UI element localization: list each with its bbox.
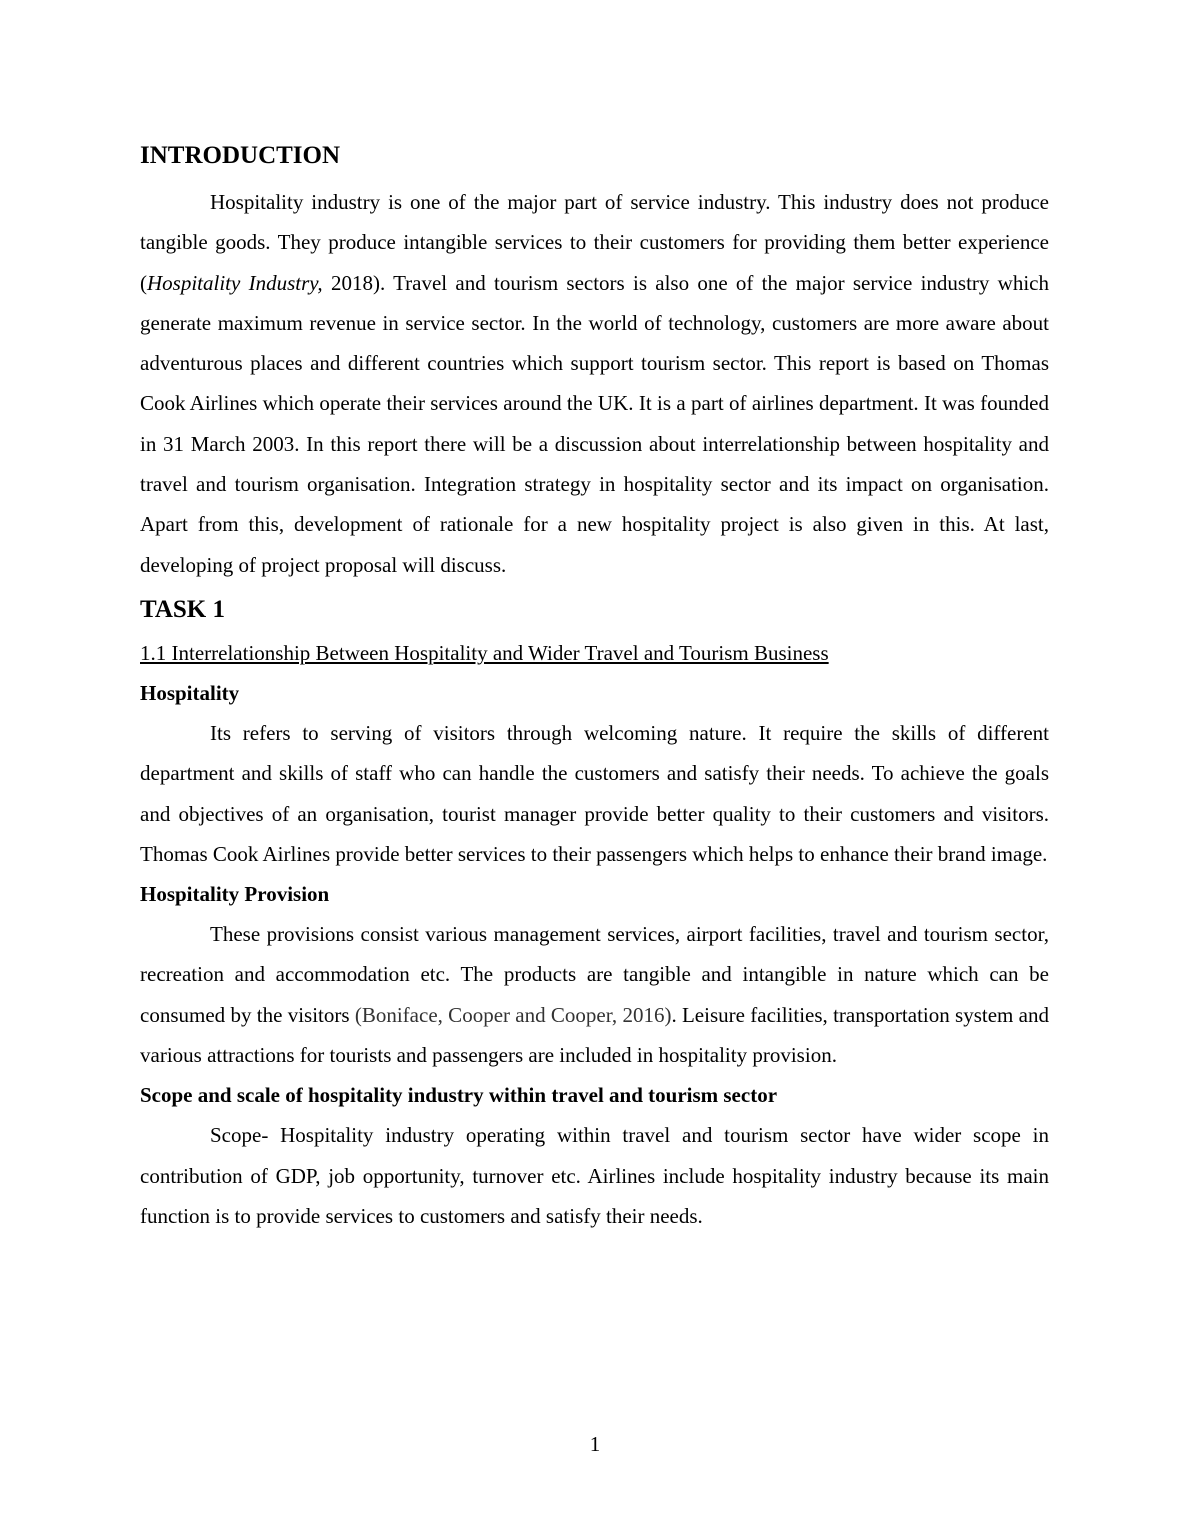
hospitality-heading: Hospitality	[140, 680, 240, 705]
introduction-paragraph	[140, 182, 1049, 585]
introduction-heading: INTRODUCTION	[140, 142, 341, 169]
scope-scale-heading: Scope and scale of hospitality industry within travel and tourism sector	[140, 1083, 778, 1108]
scope-paragraph: Scope- Hospitality industry operating within travel and tourism sector have wider scope in contribution of GDP, job opportunity, turnover etc. Airlines include hospitality industry because its main function is to provide services to customers and satisfy their needs.	[140, 1123, 1049, 1228]
task-1-heading: TASK 1	[140, 595, 225, 623]
hospitality-provision-heading: Hospitality Provision	[140, 882, 330, 907]
intro-text-part-2: 2018). Travel and tourism sectors is also one of the major service industry which generate maximum revenue in service sector. In the world of technology, customers are more aware about adventurous places and different countries which support tourism sector. This report is based on Thomas Cook Airlines which operate their services around the UK. It is a part of airlines department. It was founded in 31 March 2003. In this report there will be a discussion about interrelationship between hospitality and travel and tourism organisation. Integration strategy in hospitality sector and its impact on organisation. Apart from this, development of rationale for a new hospitality project is also given in this. At last, developing of project proposal will discuss.	[140, 270, 1049, 577]
hospitality-provision-paragraph	[140, 914, 1049, 1075]
provision-text-part-2: . Leisure facilities, transportation system and various attractions for tourists and passengers are included in hospitality provision.	[140, 1002, 1049, 1068]
provision-citation: (Boniface, Cooper and Cooper, 2016)	[354, 1002, 672, 1027]
page-number: 1	[589, 1432, 601, 1456]
hospitality-paragraph: Its refers to serving of visitors through welcoming nature. It require the skills of different department and skills of staff who can handle the customers and satisfy their needs. To achieve the goals and objectives of an organisation, tourist manager provide better quality to their customers and visitors. Thomas Cook Airlines provide better services to their passengers which helps to enhance their brand image.	[140, 720, 1049, 866]
document-page	[140, 138, 1049, 1236]
subsection-1-1-title: 1.1 Interrelationship Between Hospitality and Wider Travel and Tourism Business	[140, 640, 829, 665]
intro-citation: Hospitality Industry,	[147, 270, 323, 295]
intro-text-part-1: Hospitality industry is one of the major part of service industry. This industry does not produce tangible goods. They produce intangible services to their customers for providing them better experience (	[140, 190, 1049, 295]
provision-text-part-1: These provisions consist various management services, airport facilities, travel and tourism sector, recreation and accommodation etc. The products are tangible and intangible in nature which can be consumed by the visitors	[140, 922, 1049, 1027]
